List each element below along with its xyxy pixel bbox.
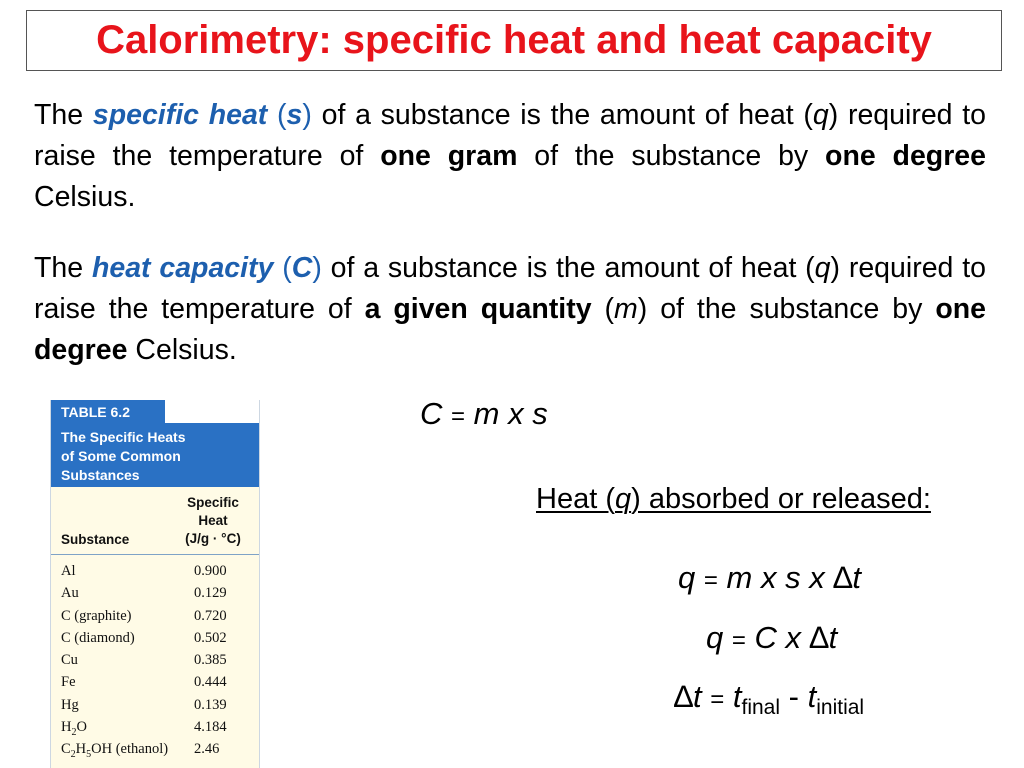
substance-cell: $H_2O$	[61, 719, 87, 738]
heat-capacity-paragraph	[34, 248, 986, 371]
p1-the: The	[34, 99, 84, 131]
p1-symbol-close: )	[302, 99, 312, 131]
p2-m: m	[614, 293, 638, 325]
table-heading	[51, 423, 259, 487]
value-cell: 0.502	[194, 629, 227, 646]
substance-cell: Fe	[61, 674, 76, 691]
value-cell: 0.444	[194, 674, 227, 691]
p1-bold-one-degree: one degree	[825, 140, 987, 172]
heat-capacity-equation: C = m x s	[420, 396, 548, 431]
table-row	[61, 560, 256, 582]
page-title: Calorimetry: specific heat and heat capacity	[96, 18, 932, 62]
column-header-line: (J/g · °C)	[185, 531, 241, 546]
value-cell: 0.900	[194, 563, 227, 579]
p1-q: q	[812, 99, 829, 131]
table-divider	[51, 554, 259, 555]
heat-capacity-term: heat capacity	[91, 252, 274, 284]
p2-text-b: ) required to raise the temperature of	[34, 252, 986, 325]
table-row	[61, 649, 256, 671]
table-row	[61, 738, 256, 760]
table-heading-line: of Some Common	[61, 448, 181, 464]
table-body	[61, 560, 256, 761]
column-header-specific-heat	[175, 494, 251, 548]
value-cell: 0.139	[194, 696, 227, 713]
value-cell: 0.720	[194, 607, 227, 624]
substance-cell: C (graphite)	[61, 607, 132, 624]
p2-text-c: (	[604, 293, 615, 325]
table-row	[61, 716, 256, 738]
table-row	[61, 627, 256, 649]
p1-symbol-open: (	[277, 99, 287, 131]
p2-q: q	[814, 252, 831, 284]
substance-cell: Hg	[61, 696, 79, 713]
heat-absorbed-label: Heat (q) absorbed or released:	[536, 483, 931, 515]
table-heading-line: The Specific Heats	[61, 429, 186, 445]
substance-cell: Au	[61, 585, 79, 602]
heat-capacity-symbol: C	[291, 252, 313, 284]
value-cell: 0.385	[194, 652, 227, 669]
substance-cell: C (diamond)	[61, 629, 135, 646]
p2-bold-one-degree: one degree	[34, 293, 987, 366]
specific-heat-paragraph	[34, 95, 986, 218]
table-heading-line: Substances	[61, 467, 140, 483]
column-header-line: Specific	[187, 495, 239, 510]
specific-heat-term: specific heat	[92, 99, 268, 131]
table-tab-strip	[165, 400, 259, 423]
title-box	[26, 10, 1002, 71]
table-row	[61, 582, 256, 604]
p1-text-c: of the substance by	[534, 140, 809, 172]
p2-symbol-open: (	[282, 252, 292, 284]
p2-the: The	[34, 252, 84, 284]
p2-text-e: Celsius.	[135, 334, 237, 366]
substance-cell: Al	[61, 563, 76, 579]
substance-cell: Cu	[61, 652, 78, 669]
table-row	[61, 605, 256, 627]
specific-heats-table	[50, 400, 260, 768]
substance-cell: $C_2H_5OH$ (ethanol)	[61, 741, 169, 761]
heat-equation-capacity: q = C x ∆t	[706, 620, 838, 655]
value-cell: 4.184	[194, 719, 227, 736]
p2-bold-given-quantity: a given quantity	[364, 293, 592, 325]
p2-text-a: of a substance is the amount of heat (	[330, 252, 815, 284]
heat-equation-mass: q = m x s x ∆t	[678, 560, 861, 595]
p2-symbol-close: )	[312, 252, 322, 284]
table-row	[61, 671, 256, 693]
delta-t-equation: $\Delta t = t_{final} - t_{initial}$	[674, 679, 865, 719]
p1-text-d: Celsius.	[34, 181, 136, 213]
table-tab-label: TABLE 6.2	[51, 400, 165, 423]
p1-text-b: ) required to raise the temperature of	[34, 99, 987, 172]
column-header-line: Heat	[198, 513, 228, 528]
column-header-substance: Substance	[61, 532, 130, 547]
value-cell: 0.129	[194, 585, 227, 602]
p1-text-a: of a substance is the amount of heat (	[321, 99, 813, 131]
p2-text-d: ) of the substance by	[637, 293, 923, 325]
specific-heat-symbol: s	[286, 99, 303, 131]
p1-bold-one-gram: one gram	[380, 140, 518, 172]
value-cell: 2.46	[194, 741, 220, 758]
table-row	[61, 694, 256, 716]
